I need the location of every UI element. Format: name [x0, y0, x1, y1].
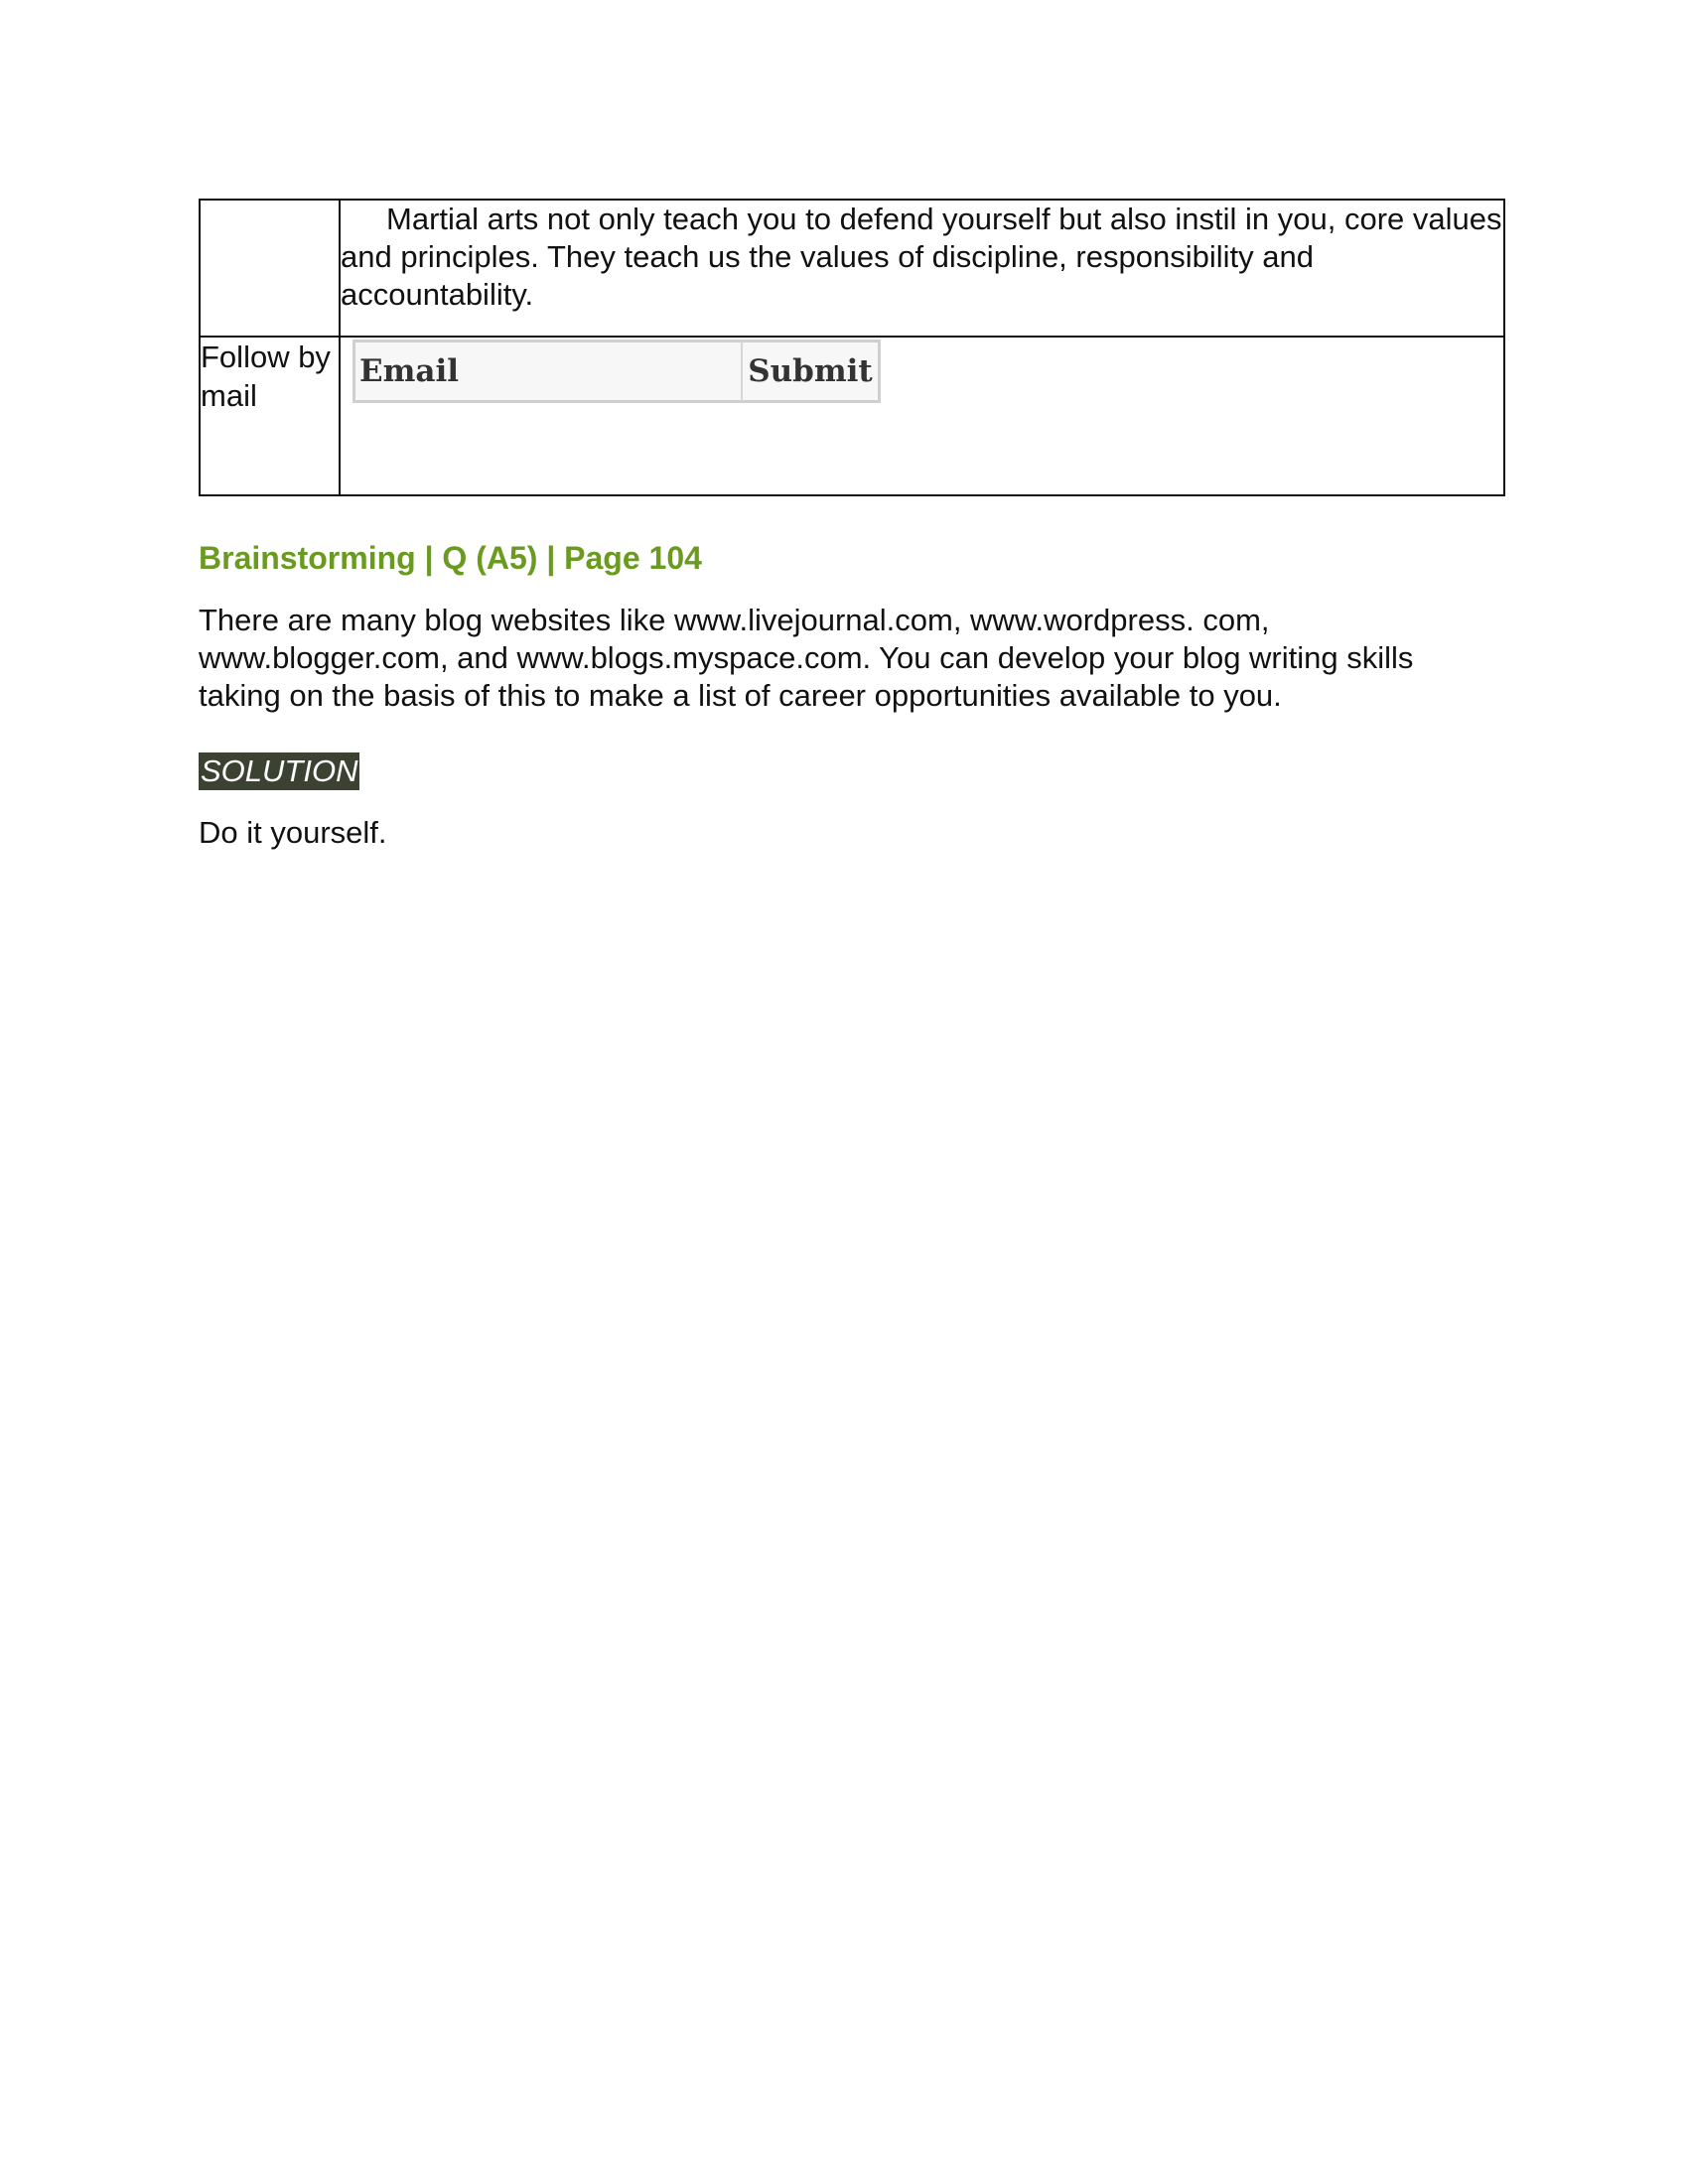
document-page	[199, 199, 1502, 852]
table-row	[200, 200, 1504, 337]
section-heading: Brainstorming | Q (A5) | Page 104	[199, 540, 702, 576]
question-text: There are many blog websites like www.livejournal.com, www.wordpress. com, www.blogger.com, and www.blogs.myspace.com. You can develop your blog writing skills taking on the basis of this to make a list of career opportunities available to you.	[199, 603, 1414, 713]
content-table	[199, 199, 1505, 496]
follow-by-mail-label: Follow by mail	[200, 337, 340, 495]
email-input[interactable]	[352, 340, 742, 403]
answer-text: Do it yourself.	[199, 815, 387, 850]
subscribe-form	[352, 340, 881, 403]
table-row	[200, 337, 1504, 495]
solution-label: SOLUTION	[201, 753, 358, 788]
empty-cell	[200, 200, 340, 337]
subscribe-cell	[340, 337, 1504, 495]
submit-button[interactable]: Submit	[742, 340, 881, 403]
intro-paragraph: Martial arts not only teach you to defend yourself but also instil in you, core values and principles. They teach us the values of discipline, responsibility and accountability.	[340, 200, 1504, 337]
